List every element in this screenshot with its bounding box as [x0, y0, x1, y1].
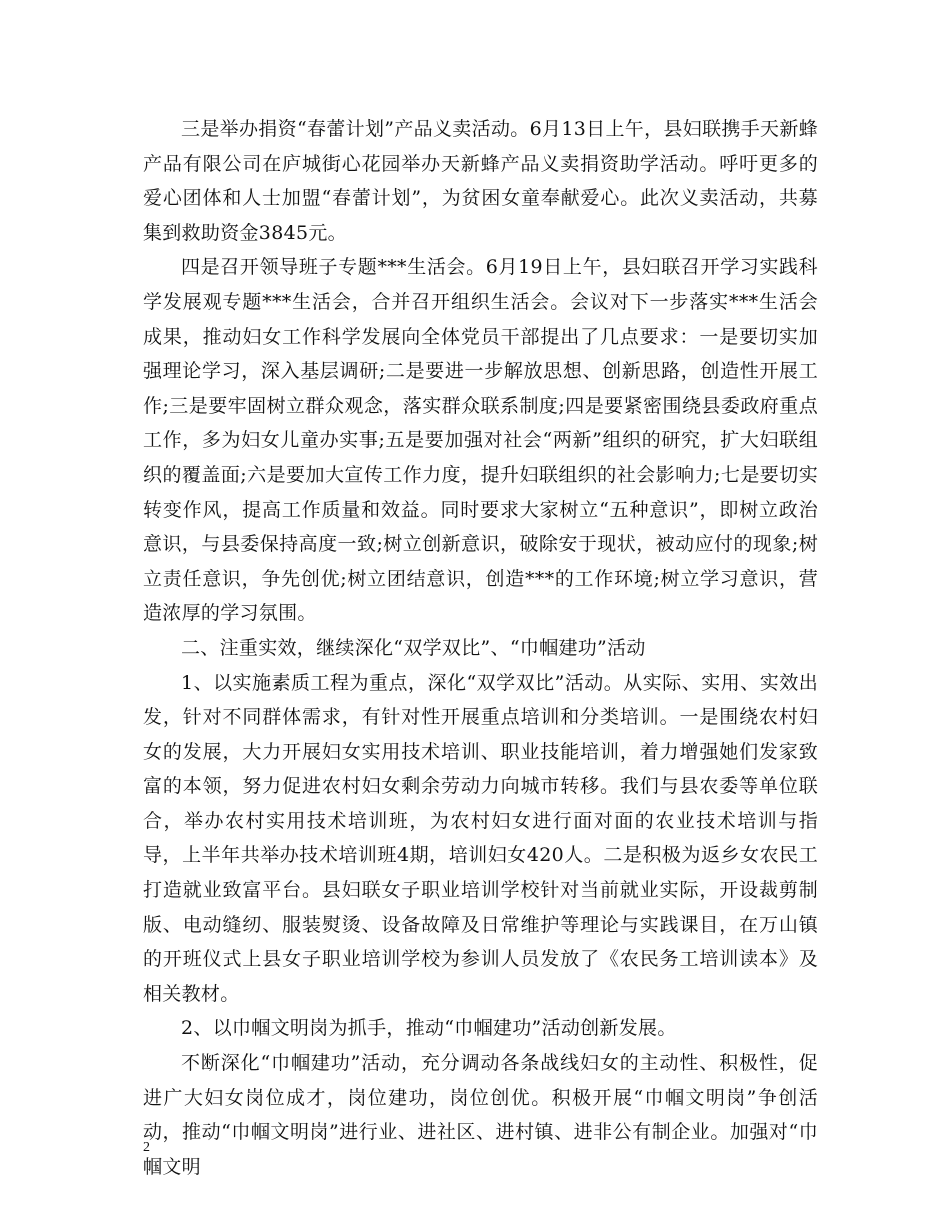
page-number: 2: [143, 1140, 150, 1155]
paragraph-charity-sale: 三是举办捐资“春蕾计划”产品义卖活动。6月13日上午，县妇联携手天新蜂产品有限公司在庐城街心花园举办天新蜂产品义卖捐资助学活动。呼吁更多的爱心团体和人士加盟“春蕾计划”，为贫困女童奉献爱心。此次义卖活动，共募集到救助资金3845元。: [143, 118, 818, 244]
paragraph-quality-project: 1、以实施素质工程为重点，深化“双学双比”活动。从实际、实用、实效出发，针对不同群体需求，有针对性开展重点培训和分类培训。一是围绕农村妇女的发展，大力开展妇女实用技术培训、职业技能培训，着力增强她们发家致富的本领，努力促进农村妇女剩余劳动力向城市转移。我们与县农委等单位联合，举办农村实用技术培训班，为农村妇女进行面对面的农业技术培训与指导，上半年共举办技术培训班4期，培训妇女420人。二是积极为返乡女农民工打造就业致富平台。县妇联女子职业培训学校针对当前就业实际，开设裁剪制版、电动缝纫、服装熨烫、设备故障及日常维护等理论与实践课目，在万山镇的开班仪式上县女子职业培训学校为参训人员发放了《农民务工培训读本》及相关教材。: [143, 671, 818, 1005]
subheading-civilized-post: 2、以巾帼文明岗为抓手，推动“巾帼建功”活动创新发展。: [181, 1017, 677, 1040]
section-heading-two: 二、注重实效，继续深化“双学双比”、“巾帼建功”活动: [181, 636, 646, 659]
document-body: [143, 112, 818, 1184]
paragraph-leadership-meeting: 四是召开领导班子专题***生活会。6月19日上午，县妇联召开学习实践科学发展观专题***生活会，合并召开组织生活会。会议对下一步落实***生活会成果，推动妇女工作科学发展向全体党员干部提出了几点要求：一是要切实加强理论学习，深入基层调研;二是要进一步解放思想、创新思路，创造性开展工作;三是要牢固树立群众观念，落实群众联系制度;四是要紧密围绕县委政府重点工作，多为妇女儿童办实事;五是要加强对社会“两新”组织的研究，扩大妇联组织的覆盖面;六是要加大宣传工作力度，提升妇联组织的社会影响力;七是要切实转变作风，提高工作质量和效益。同时要求大家树立“五种意识”，即树立政治意识，与县委保持高度一致;树立创新意识，破除安于现状，被动应付的现象;树立责任意识，争先创优;树立团结意识，创造***的工作环境;树立学习意识，营造浓厚的学习氛围。: [143, 256, 818, 625]
paragraph-women-achievement: 不断深化“巾帼建功”活动，充分调动各条战线妇女的主动性、积极性，促进广大妇女岗位成才，岗位建功，岗位创优。积极开展“巾帼文明岗”争创活动，推动“巾帼文明岗”进行业、进社区、进村镇、进非公有制企业。加强对“巾帼文明: [143, 1052, 818, 1178]
